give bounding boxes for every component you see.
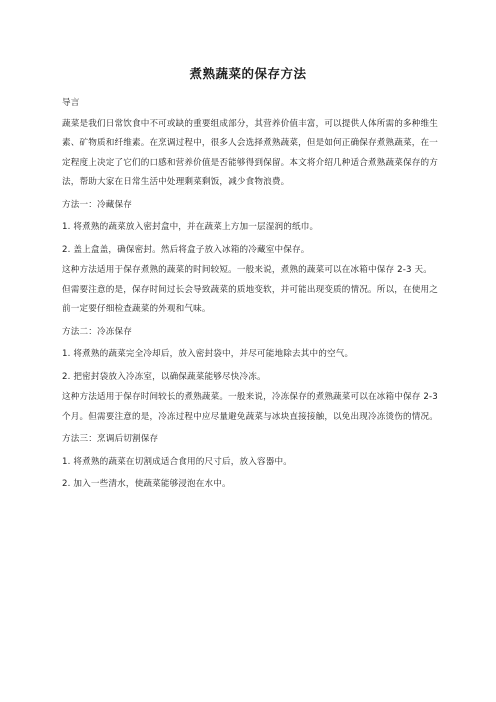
method1-step2: 2. 盖上盒盖，确保密封。然后将盒子放入冰箱的冷藏室中保存。	[62, 244, 310, 255]
method2-heading: 方法二：冷冻保存	[62, 326, 132, 337]
document-title: 煮熟蔬菜的保存方法	[189, 66, 307, 81]
method2-step1: 1. 将煮熟的蔬菜完全冷却后，放入密封袋中，并尽可能地除去其中的空气。	[62, 349, 354, 359]
intro-paragraph: 蔬菜是我们日常饮食中不可或缺的重要组成部分，其营养价值丰富，可以提供人体所需的多种维生素、矿物质和纤维素。在烹调过程中，很多人会选择煮熟蔬菜，但是如何正确保存煮熟蔬菜，在一定程度上决定了它们的口感和营养价值是否能够得到保留。本文将介绍几种适合煮熟蔬菜保存的方法，帮助大家在日常生活中处理剩菜剩饭，减少食物浪费。	[62, 118, 438, 187]
intro-heading: 导言	[62, 98, 80, 108]
method1-step1: 1. 将煮熟的蔬菜放入密封盒中，并在蔬菜上方加一层湿润的纸巾。	[62, 222, 319, 232]
method3-step1: 1. 将煮熟的蔬菜在切割成适合食用的尺寸后，放入容器中。	[62, 456, 292, 467]
method1-note: 这种方法适用于保存煮熟的蔬菜的时间较短。一般来说，煮熟的蔬菜可以在冰箱中保存 2-3 天。但需要注意的是，保存时间过长会导致蔬菜的质地变软，并可能出现变质的情况。所以，在使用之前一定要仔细检查蔬菜的外观和气味。	[62, 265, 438, 314]
method1-heading: 方法一：冷藏保存	[62, 199, 132, 210]
method2-step2: 2. 把密封袋放入冷冻室，以确保蔬菜能够尽快冷冻。	[62, 371, 266, 382]
document-body	[62, 90, 440, 495]
method2-note: 这种方法适用于保存时间较长的煮熟蔬菜。一般来说，冷冻保存的煮熟蔬菜可以在冰箱中保存 2-3 个月。但需要注意的是，冷冻过程中应尽量避免蔬菜与冰块直接接触，以免出现冷冻烫伤的情况。	[62, 392, 438, 422]
method3-step2: 2. 加入一些清水，使蔬菜能够浸泡在水中。	[62, 479, 231, 489]
method3-heading: 方法三：烹调后切割保存	[62, 434, 159, 444]
